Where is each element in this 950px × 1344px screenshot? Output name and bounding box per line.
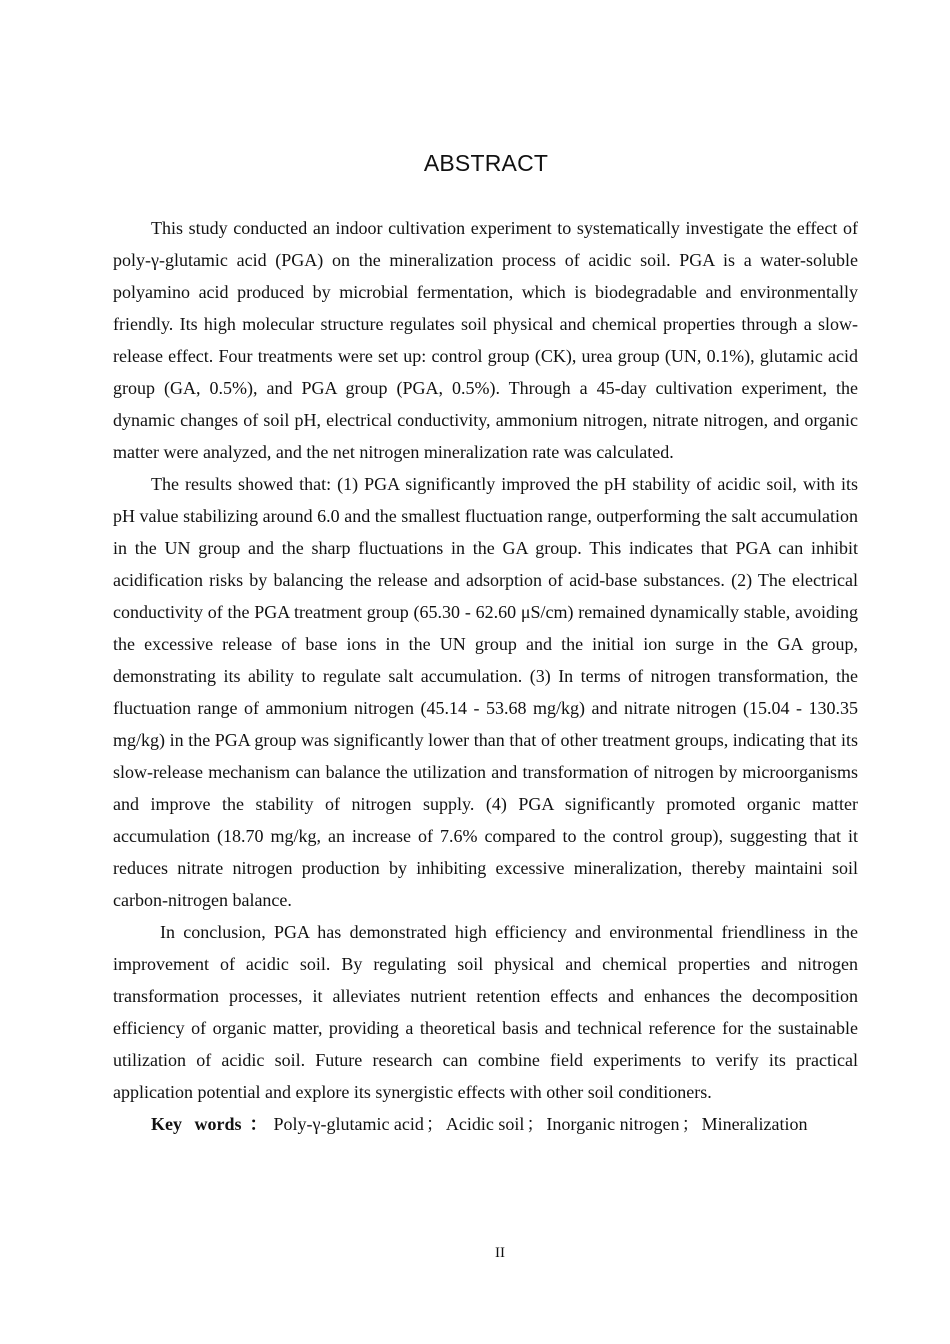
keyword-item: Inorganic nitrogen [546, 1114, 680, 1134]
page-number: II [495, 1245, 505, 1261]
keywords-label: Key words [151, 1114, 242, 1134]
keywords-separator: ： [249, 1114, 268, 1134]
keyword-separator: ； [681, 1114, 700, 1134]
abstract-paragraph-2: The results showed that: (1) PGA significantly improved the pH stability of acidic soil, with its pH value stabilizing around 6.0 and the smallest fluctuation range, outperforming the salt accumulation in the UN group and the sharp fluctuations in the GA group. This indicates that PGA can inhibit acidification risks by balancing the release and adsorption of acid-base substances. (2) The electrical conductivity of the PGA treatment group (65.30 - 62.60 μS/cm) remained dynamically stable, avoiding the excessive release of base ions in the UN group and the initial ion surge in the GA group, demonstrating its ability to regulate salt accumulation. (3) In terms of nitrogen transformation, the fluctuation range of ammonium nitrogen (45.14 - 53.68 mg/kg) and nitrate nitrogen (15.04 - 130.35 mg/kg) in the PGA group was significantly lower than that of other treatment groups, indicating that its slow-release mechanism can balance the utilization and transformation of nitrogen by microorganisms and improve the stability of nitrogen supply. (4) PGA significantly promoted organic matter accumulation (18.70 mg/kg, an increase of 7.6% compared to the control group), suggesting that it reduces nitrate nitrogen production by inhibiting excessive mineralization, thereby maintaini soil carbon-nitrogen balance. [113, 474, 858, 910]
keyword-separator: ； [425, 1114, 444, 1134]
abstract-title: ABSTRACT [423, 150, 549, 176]
keyword-item: Mineralization [701, 1114, 808, 1134]
keyword-separator: ； [526, 1114, 545, 1134]
keyword-item: Poly-γ-glutamic acid [273, 1114, 424, 1134]
abstract-paragraph-3: In conclusion, PGA has demonstrated high efficiency and environmental friendliness in the improvement of acidic soil. By regulating soil physical and chemical properties and nitrogen transformation processes, it alleviates nutrient retention effects and enhances the decomposition efficiency of organic matter, providing a theoretical basis and technical reference for the sustainable utilization of acidic soil. Future research can combine field experiments to verify its practical application potential and explore its synergistic effects with other soil conditioners. [113, 922, 858, 1102]
keyword-item: Acidic soil [445, 1114, 525, 1134]
abstract-body [113, 212, 858, 1140]
keywords-line [113, 1108, 858, 1140]
abstract-paragraph-1: This study conducted an indoor cultivation experiment to systematically investigate the effect of poly-γ-glutamic acid (PGA) on the mineralization process of acidic soil. PGA is a water-soluble polyamino acid produced by microbial fermentation, which is biodegradable and environmentally friendly. Its high molecular structure regulates soil physical and chemical properties through a slow-release effect. Four treatments were set up: control group (CK), urea group (UN, 0.1%), glutamic acid group (GA, 0.5%), and PGA group (PGA, 0.5%). Through a 45-day cultivation experiment, the dynamic changes of soil pH, electrical conductivity, ammonium nitrogen, nitrate nitrogen, and organic matter were analyzed, and the net nitrogen mineralization rate was calculated. [113, 218, 858, 462]
